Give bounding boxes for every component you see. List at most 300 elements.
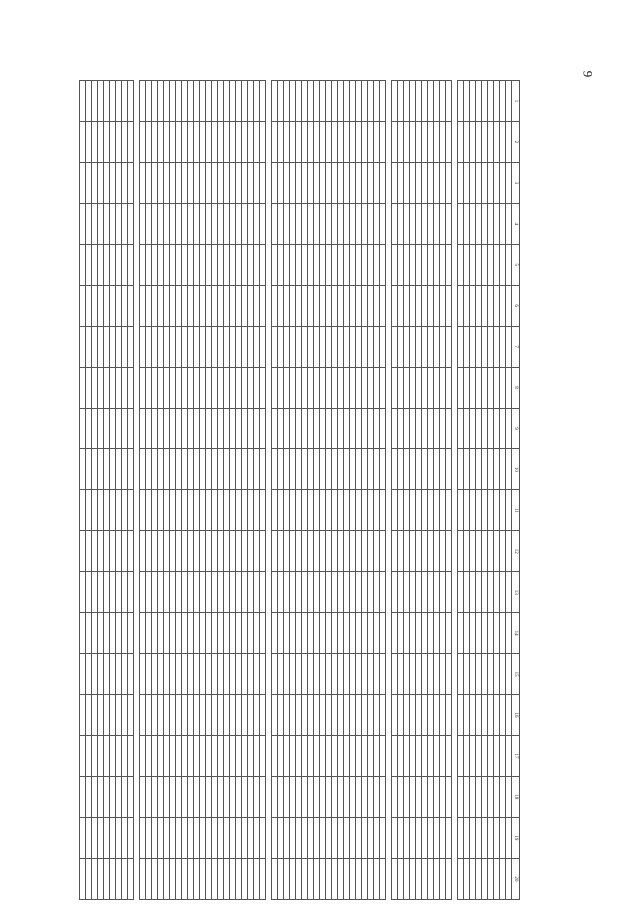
table-cell <box>338 572 344 613</box>
table-cell <box>314 613 320 654</box>
table-cell <box>446 285 452 326</box>
column-number-3: 3 <box>512 162 520 203</box>
table-cell <box>134 858 140 899</box>
table-cell <box>392 408 398 449</box>
table-cell <box>188 162 194 203</box>
table-cell <box>248 490 254 531</box>
table-cell <box>248 613 254 654</box>
table-cell <box>98 408 104 449</box>
table-cell <box>236 244 242 285</box>
table-cell <box>500 613 506 654</box>
table-cell <box>296 367 302 408</box>
table-cell <box>122 736 128 777</box>
table-cell <box>212 449 218 490</box>
table-cell <box>236 408 242 449</box>
table-row <box>164 81 170 900</box>
table-cell <box>104 81 110 122</box>
table-cell <box>104 776 110 817</box>
table-cell <box>110 572 116 613</box>
table-cell <box>278 203 284 244</box>
table-cell <box>506 776 512 817</box>
table-cell <box>314 367 320 408</box>
table-row <box>314 81 320 900</box>
table-cell <box>494 572 500 613</box>
section-row <box>134 81 140 900</box>
table-cell <box>332 817 338 858</box>
table-cell <box>326 736 332 777</box>
table-cell <box>446 367 452 408</box>
table-cell <box>194 654 200 695</box>
table-row <box>92 81 98 900</box>
table-cell <box>368 121 374 162</box>
table-cell <box>362 244 368 285</box>
table-row <box>464 81 470 900</box>
table-cell <box>344 449 350 490</box>
table-cell <box>86 121 92 162</box>
table-cell <box>320 285 326 326</box>
table-cell <box>494 817 500 858</box>
table-cell <box>422 121 428 162</box>
table-cell <box>218 776 224 817</box>
table-cell <box>92 531 98 572</box>
table-cell <box>494 285 500 326</box>
table-cell <box>368 81 374 122</box>
table-row <box>380 81 386 900</box>
table-row <box>404 81 410 900</box>
table-cell <box>392 244 398 285</box>
table-cell <box>338 449 344 490</box>
table-cell <box>158 531 164 572</box>
table-cell <box>296 654 302 695</box>
table-cell <box>236 572 242 613</box>
table-cell <box>266 695 272 736</box>
table-cell <box>128 81 134 122</box>
table-cell <box>434 367 440 408</box>
table-cell <box>338 326 344 367</box>
table-cell <box>368 326 374 367</box>
table-cell <box>206 572 212 613</box>
table-cell <box>392 776 398 817</box>
table-cell <box>338 776 344 817</box>
table-cell <box>236 203 242 244</box>
table-cell <box>140 654 146 695</box>
table-cell <box>464 121 470 162</box>
table-cell <box>404 449 410 490</box>
table-row <box>488 81 494 900</box>
table-cell <box>116 817 122 858</box>
table-cell <box>284 367 290 408</box>
table-cell <box>110 162 116 203</box>
table-cell <box>146 285 152 326</box>
table-cell <box>284 858 290 899</box>
table-cell <box>296 817 302 858</box>
table-cell <box>80 613 86 654</box>
table-cell <box>350 121 356 162</box>
table-cell <box>464 654 470 695</box>
table-cell <box>350 695 356 736</box>
table-cell <box>260 817 266 858</box>
table-cell <box>440 572 446 613</box>
table-cell <box>164 162 170 203</box>
table-cell <box>356 203 362 244</box>
table-cell <box>200 817 206 858</box>
table-cell <box>278 776 284 817</box>
table-cell <box>110 81 116 122</box>
table-row <box>86 81 92 900</box>
table-cell <box>338 817 344 858</box>
table-cell <box>416 326 422 367</box>
table-cell <box>428 408 434 449</box>
table-cell <box>116 285 122 326</box>
table-cell <box>338 613 344 654</box>
table-cell <box>428 736 434 777</box>
table-row <box>284 81 290 900</box>
table-cell <box>164 367 170 408</box>
table-cell <box>506 531 512 572</box>
table-cell <box>218 203 224 244</box>
table-cell <box>236 654 242 695</box>
table-cell <box>344 695 350 736</box>
table-cell <box>140 490 146 531</box>
table-cell <box>272 817 278 858</box>
table-cell <box>86 613 92 654</box>
table-cell <box>488 367 494 408</box>
table-cell <box>440 490 446 531</box>
table-cell <box>80 817 86 858</box>
table-cell <box>86 162 92 203</box>
table-cell <box>464 408 470 449</box>
table-cell <box>380 490 386 531</box>
table-cell <box>506 490 512 531</box>
section-row <box>386 81 392 900</box>
table-cell <box>392 81 398 122</box>
table-cell <box>374 695 380 736</box>
table-cell <box>344 817 350 858</box>
table-row <box>344 81 350 900</box>
table-cell <box>200 203 206 244</box>
table-row <box>320 81 326 900</box>
table-cell <box>188 858 194 899</box>
table-cell <box>446 531 452 572</box>
table-cell <box>296 449 302 490</box>
table-cell <box>116 858 122 899</box>
table-cell <box>188 326 194 367</box>
table-cell <box>212 654 218 695</box>
table-cell <box>458 531 464 572</box>
table-cell <box>374 654 380 695</box>
table-cell <box>80 162 86 203</box>
table-cell <box>320 817 326 858</box>
table-cell <box>290 572 296 613</box>
table-cell <box>452 326 458 367</box>
table-cell <box>344 490 350 531</box>
table-cell <box>194 121 200 162</box>
table-cell <box>398 858 404 899</box>
table-cell <box>158 121 164 162</box>
table-cell <box>488 203 494 244</box>
table-cell <box>122 858 128 899</box>
table-cell <box>416 81 422 122</box>
table-cell <box>170 326 176 367</box>
table-cell <box>278 121 284 162</box>
table-cell <box>356 244 362 285</box>
table-row <box>158 81 164 900</box>
table-cell <box>422 203 428 244</box>
table-cell <box>392 285 398 326</box>
table-cell <box>326 449 332 490</box>
table-cell <box>326 695 332 736</box>
table-cell <box>158 572 164 613</box>
table-cell <box>386 326 392 367</box>
table-cell <box>320 858 326 899</box>
table-cell <box>398 695 404 736</box>
table-cell <box>506 654 512 695</box>
table-cell <box>338 408 344 449</box>
table-cell <box>308 285 314 326</box>
table-cell <box>398 285 404 326</box>
table-cell <box>488 736 494 777</box>
table-cell <box>200 81 206 122</box>
table-cell <box>494 326 500 367</box>
table-cell <box>434 572 440 613</box>
table-cell <box>140 285 146 326</box>
table-cell <box>194 490 200 531</box>
table-cell <box>254 326 260 367</box>
table-cell <box>398 776 404 817</box>
table-cell <box>302 367 308 408</box>
table-cell <box>146 408 152 449</box>
table-cell <box>86 408 92 449</box>
table-cell <box>242 695 248 736</box>
table-cell <box>494 736 500 777</box>
table-cell <box>482 531 488 572</box>
table-cell <box>320 736 326 777</box>
table-cell <box>230 490 236 531</box>
table-cell <box>254 736 260 777</box>
table-cell <box>404 408 410 449</box>
table-cell <box>488 858 494 899</box>
table-cell <box>296 203 302 244</box>
table-cell <box>86 858 92 899</box>
table-cell <box>434 695 440 736</box>
table-cell <box>98 81 104 122</box>
table-cell <box>356 572 362 613</box>
table-cell <box>128 490 134 531</box>
table-cell <box>200 408 206 449</box>
table-cell <box>104 408 110 449</box>
table-cell <box>314 285 320 326</box>
table-cell <box>452 449 458 490</box>
table-cell <box>440 326 446 367</box>
table-cell <box>278 490 284 531</box>
table-cell <box>188 736 194 777</box>
table-cell <box>338 695 344 736</box>
table-cell <box>302 531 308 572</box>
table-cell <box>506 81 512 122</box>
table-cell <box>128 326 134 367</box>
table-cell <box>350 81 356 122</box>
table-cell <box>206 408 212 449</box>
table-cell <box>452 572 458 613</box>
data-table <box>79 80 520 900</box>
table-cell <box>206 81 212 122</box>
table-cell <box>110 121 116 162</box>
table-cell <box>434 121 440 162</box>
table-cell <box>434 244 440 285</box>
table-cell <box>134 203 140 244</box>
table-cell <box>116 408 122 449</box>
table-cell <box>188 81 194 122</box>
table-cell <box>482 367 488 408</box>
table-cell <box>182 367 188 408</box>
table-row <box>494 81 500 900</box>
table-cell <box>398 81 404 122</box>
table-cell <box>452 490 458 531</box>
table-cell <box>470 654 476 695</box>
section-row <box>452 81 458 900</box>
table-cell <box>284 736 290 777</box>
table-cell <box>434 858 440 899</box>
table-cell <box>182 244 188 285</box>
table-cell <box>218 121 224 162</box>
table-cell <box>314 244 320 285</box>
table-cell <box>164 695 170 736</box>
table-cell <box>320 654 326 695</box>
table-cell <box>428 654 434 695</box>
table-cell <box>194 408 200 449</box>
table-cell <box>188 695 194 736</box>
table-cell <box>182 81 188 122</box>
table-cell <box>104 817 110 858</box>
table-cell <box>476 203 482 244</box>
table-cell <box>248 858 254 899</box>
table-cell <box>278 572 284 613</box>
table-cell <box>278 613 284 654</box>
table-cell <box>230 613 236 654</box>
table-cell <box>116 244 122 285</box>
table-cell <box>290 817 296 858</box>
table-cell <box>236 326 242 367</box>
table-row <box>236 81 242 900</box>
table-cell <box>422 449 428 490</box>
rotated-table-container <box>100 80 520 900</box>
table-cell <box>464 326 470 367</box>
table-cell <box>296 285 302 326</box>
table-cell <box>314 736 320 777</box>
table-cell <box>410 203 416 244</box>
table-cell <box>482 449 488 490</box>
table-cell <box>116 654 122 695</box>
table-cell <box>482 654 488 695</box>
table-cell <box>434 817 440 858</box>
table-cell <box>494 449 500 490</box>
table-cell <box>86 326 92 367</box>
table-cell <box>464 736 470 777</box>
table-cell <box>254 203 260 244</box>
table-cell <box>146 817 152 858</box>
table-cell <box>212 736 218 777</box>
table-cell <box>404 531 410 572</box>
table-cell <box>296 858 302 899</box>
table-cell <box>254 81 260 122</box>
table-cell <box>464 613 470 654</box>
table-cell <box>122 81 128 122</box>
table-cell <box>500 449 506 490</box>
table-cell <box>152 736 158 777</box>
table-cell <box>368 449 374 490</box>
column-number-row <box>512 81 520 900</box>
table-cell <box>392 490 398 531</box>
table-row <box>332 81 338 900</box>
table-cell <box>386 162 392 203</box>
table-cell <box>206 695 212 736</box>
table-cell <box>356 858 362 899</box>
column-number-17: 17 <box>512 736 520 777</box>
table-cell <box>122 449 128 490</box>
table-cell <box>308 858 314 899</box>
table-cell <box>356 121 362 162</box>
table-cell <box>332 449 338 490</box>
table-cell <box>362 326 368 367</box>
table-cell <box>374 162 380 203</box>
table-cell <box>260 367 266 408</box>
table-cell <box>380 736 386 777</box>
table-cell <box>266 654 272 695</box>
table-cell <box>218 408 224 449</box>
table-cell <box>176 736 182 777</box>
table-cell <box>248 81 254 122</box>
table-cell <box>218 858 224 899</box>
table-cell <box>392 121 398 162</box>
table-cell <box>434 613 440 654</box>
table-cell <box>128 244 134 285</box>
table-cell <box>344 654 350 695</box>
table-cell <box>458 695 464 736</box>
table-cell <box>440 408 446 449</box>
table-cell <box>368 613 374 654</box>
table-cell <box>140 572 146 613</box>
table-cell <box>284 449 290 490</box>
table-cell <box>458 244 464 285</box>
table-cell <box>80 367 86 408</box>
table-cell <box>392 572 398 613</box>
table-cell <box>344 613 350 654</box>
table-cell <box>164 81 170 122</box>
table-cell <box>404 203 410 244</box>
table-cell <box>116 776 122 817</box>
table-cell <box>386 367 392 408</box>
table-cell <box>452 776 458 817</box>
table-cell <box>194 776 200 817</box>
table-cell <box>200 695 206 736</box>
table-cell <box>506 367 512 408</box>
table-cell <box>254 490 260 531</box>
table-cell <box>230 203 236 244</box>
table-cell <box>332 531 338 572</box>
table-cell <box>362 531 368 572</box>
table-cell <box>98 326 104 367</box>
table-cell <box>290 162 296 203</box>
table-cell <box>464 367 470 408</box>
table-cell <box>230 162 236 203</box>
table-row <box>350 81 356 900</box>
table-cell <box>116 162 122 203</box>
table-cell <box>206 531 212 572</box>
table-cell <box>278 81 284 122</box>
table-cell <box>410 162 416 203</box>
table-cell <box>368 285 374 326</box>
table-cell <box>482 817 488 858</box>
